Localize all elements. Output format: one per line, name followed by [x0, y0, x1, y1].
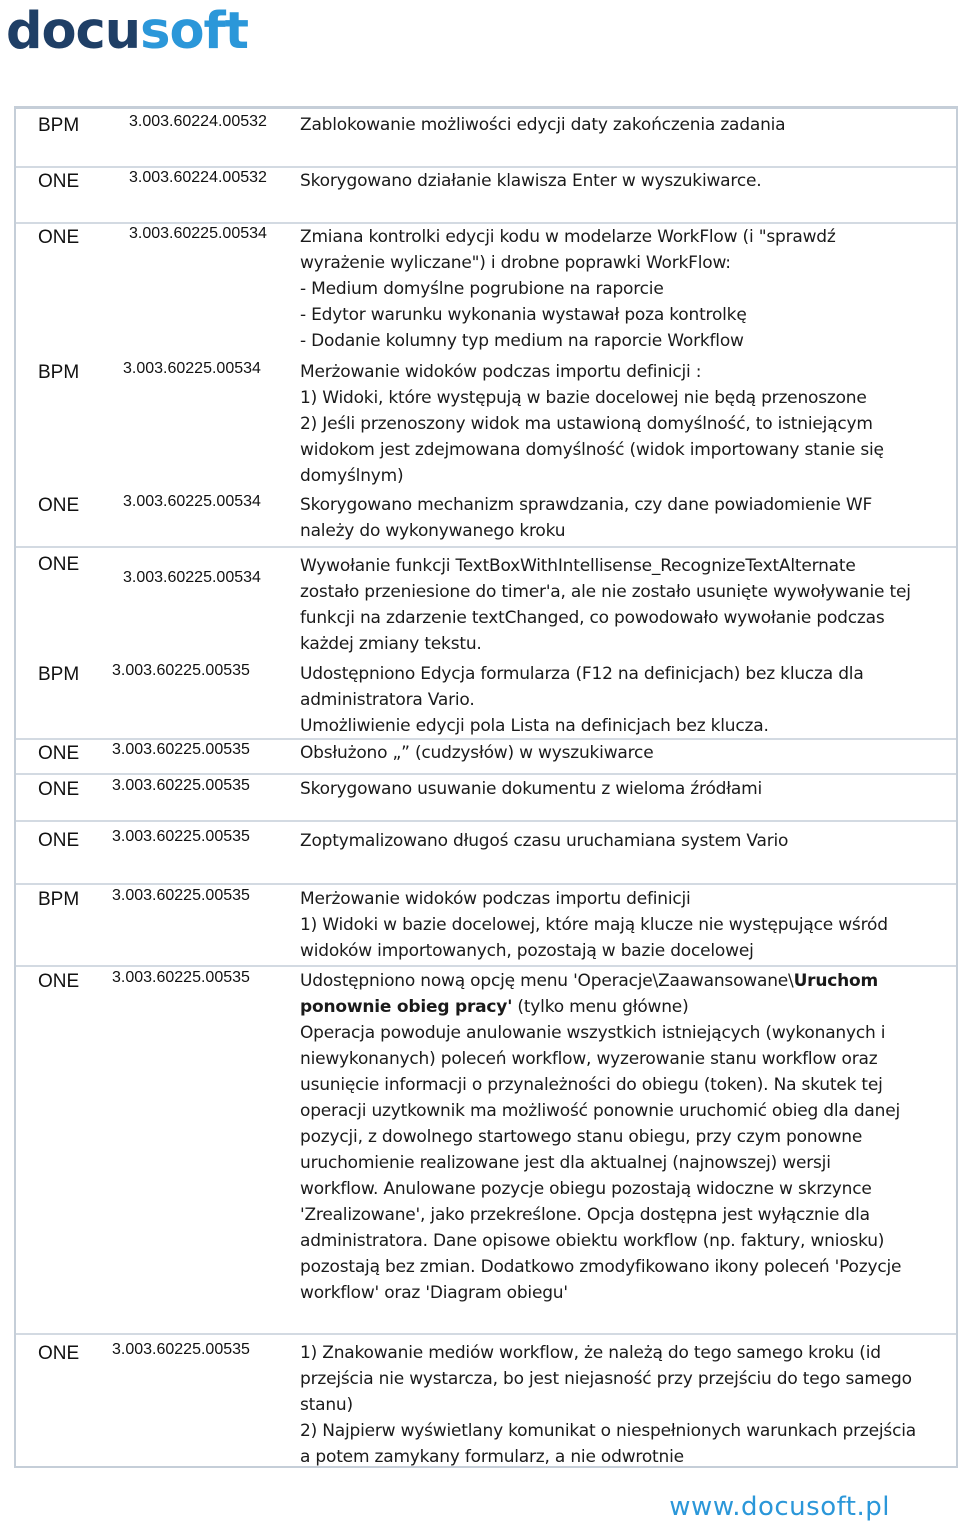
footer-website-link[interactable]: www.docusoft.pl — [669, 1492, 890, 1522]
entry-type: ONE — [38, 1343, 80, 1364]
description-line: widoków importowanych, pozostają w bazie docelowej — [300, 941, 754, 961]
entry-version: 3.003.60224.00532 — [129, 113, 267, 130]
table-row — [16, 548, 956, 659]
entry-version: 3.003.60225.00534 — [123, 569, 261, 586]
entry-version: 3.003.60225.00535 — [112, 662, 250, 679]
description-line: Wywołanie funkcji TextBoxWithIntellisense_RecognizeTextAlternate — [300, 556, 856, 576]
description-line: 2) Najpierw wyświetlany komunikat o niespełnionych warunkach przejścia — [300, 1421, 916, 1441]
description-line: przejścia nie wystarcza, bo jest niejasność przy przejściu do tego samego — [300, 1369, 912, 1389]
entry-type: ONE — [38, 971, 80, 992]
entry-version: 3.003.60225.00534 — [129, 225, 267, 242]
description-line: 1) Widoki w bazie docelowej, które mają klucze nie występujące wśród — [300, 915, 888, 935]
description-line: Skorygowano usuwanie dokumentu z wieloma źródłami — [300, 779, 762, 799]
entry-description — [300, 112, 950, 138]
entry-description — [300, 359, 950, 489]
description-line: - Medium domyślne pogrubione na raporcie — [300, 279, 664, 299]
description-line: Merżowanie widoków podczas importu definicji : — [300, 362, 702, 382]
table-row — [16, 109, 956, 168]
description-line: 'Zrealizowane', jako przekreślone. Opcja dostępna jest wyłącznie dla — [300, 1205, 870, 1225]
description-line: usunięcie informacji o przynależności do obiegu (token). Na skutek tej — [300, 1075, 883, 1095]
description-line: - Dodanie kolumny typ medium na raporcie Workflow — [300, 331, 744, 351]
description-line: wyrażenie wyliczane") i drobne poprawki WorkFlow: — [300, 253, 731, 273]
description-line: workflow' oraz 'Diagram obiegu' — [300, 1283, 568, 1303]
description-line: domyślnym) — [300, 466, 404, 486]
description-line: widokom jest zdejmowana domyślność (widok importowany stanie się — [300, 440, 884, 460]
table-row — [16, 775, 956, 822]
entry-version: 3.003.60225.00534 — [123, 360, 261, 377]
table-row — [16, 885, 956, 967]
description-line: Zoptymalizowano długoś czasu uruchamiana system Vario — [300, 831, 789, 851]
entry-type: ONE — [38, 743, 80, 764]
description-line: pozycji, z dowolnego startowego stanu obiegu, przy czym ponowne — [300, 1127, 863, 1147]
entry-version: 3.003.60225.00535 — [112, 887, 250, 904]
changelog-table — [14, 106, 958, 1468]
entry-description — [300, 1340, 950, 1470]
description-line: niewykonanych) poleceń workflow, wyzerowanie stanu workflow oraz — [300, 1049, 878, 1069]
entry-description — [300, 168, 950, 194]
entry-description — [300, 886, 950, 964]
table-row — [16, 224, 956, 357]
description-text: (tylko menu główne) — [512, 997, 689, 1017]
description-line — [300, 968, 950, 994]
entry-description — [300, 740, 950, 766]
entry-type: ONE — [38, 227, 80, 248]
docusoft-logo — [6, 2, 248, 62]
entry-type: BPM — [38, 362, 80, 383]
logo-text-docu: docu — [6, 2, 141, 61]
entry-type: ONE — [38, 554, 80, 575]
description-line: funkcji na zdarzenie textChanged, co powodowało wywołanie podczas — [300, 608, 885, 628]
description-line: 1) Widoki, które występują w bazie docelowej nie będą przenoszone — [300, 388, 867, 408]
description-text: Udostępniono nową opcję menu 'Operacje\Zaawansowane\ — [300, 971, 794, 991]
description-line: zostało przeniesione do timer'a, ale nie zostało usunięte wywoływanie tej — [300, 582, 911, 602]
entry-version: 3.003.60225.00535 — [112, 741, 250, 758]
entry-description — [300, 968, 950, 1306]
entry-version: 3.003.60225.00534 — [123, 493, 261, 510]
entry-version: 3.003.60225.00535 — [112, 1341, 250, 1358]
entry-description — [300, 492, 950, 544]
description-line: każdej zmiany tekstu. — [300, 634, 482, 654]
description-line: Zablokowanie możliwości edycji daty zakończenia zadania — [300, 115, 786, 135]
entry-description — [300, 553, 950, 657]
description-line: - Edytor warunku wykonania wystawał poza kontrolkę — [300, 305, 747, 325]
description-line: workflow. Anulowane pozycje obiegu pozostają widoczne w skrzynce — [300, 1179, 872, 1199]
logo-text-soft: soft — [140, 2, 249, 61]
entry-version: 3.003.60224.00532 — [129, 169, 267, 186]
entry-version: 3.003.60225.00535 — [112, 969, 250, 986]
description-bold-text: Uruchom — [793, 971, 879, 991]
description-bold-text: ponownie obieg pracy' — [300, 997, 513, 1017]
entry-type: BPM — [38, 115, 80, 136]
description-line: operacji uzytkownik ma możliwość ponownie uruchomić obieg dla danej — [300, 1101, 900, 1121]
description-line: Obsłużono „” (cudzysłów) w wyszukiwarce — [300, 743, 654, 763]
table-row — [16, 967, 956, 1335]
entry-description — [300, 661, 950, 739]
description-line: 2) Jeśli przenoszony widok ma ustawioną domyślność, to istniejącym — [300, 414, 873, 434]
description-line: Merżowanie widoków podczas importu definicji — [300, 889, 691, 909]
entry-description — [300, 224, 950, 354]
description-line: 1) Znakowanie mediów workflow, że należą do tego samego kroku (id — [300, 1343, 881, 1363]
description-line: Zmiana kontrolki edycji kodu w modelarze WorkFlow (i "sprawdź — [300, 227, 836, 247]
description-line: pozostają bez zmian. Dodatkowo zmodyfikowano ikony poleceń 'Pozycje — [300, 1257, 902, 1277]
description-line: należy do wykonywanego kroku — [300, 521, 566, 541]
description-line: uruchomienie realizowane jest dla aktualnej (najnowszej) wersji — [300, 1153, 831, 1173]
description-line: administratora. Dane opisowe obiektu workflow (np. faktury, wniosku) — [300, 1231, 885, 1251]
description-line: Udostępniono Edycja formularza (F12 na definicjach) bez klucza dla — [300, 664, 864, 684]
entry-type: ONE — [38, 830, 80, 851]
entry-version: 3.003.60225.00535 — [112, 777, 250, 794]
entry-type: ONE — [38, 171, 80, 192]
description-line: Skorygowano mechanizm sprawdzania, czy dane powiadomienie WF — [300, 495, 873, 515]
table-row — [16, 1335, 956, 1466]
table-row — [16, 740, 956, 775]
description-line: Umożliwienie edycji pola Lista na definicjach bez klucza. — [300, 716, 769, 736]
table-row — [16, 357, 956, 490]
description-line: stanu) — [300, 1395, 353, 1415]
entry-type: BPM — [38, 664, 80, 685]
table-row — [16, 822, 956, 885]
description-line: Skorygowano działanie klawisza Enter w wyszukiwarce. — [300, 171, 762, 191]
entry-description — [300, 828, 950, 854]
entry-version: 3.003.60225.00535 — [112, 828, 250, 845]
entry-type: ONE — [38, 495, 80, 516]
entry-type: ONE — [38, 779, 80, 800]
description-line: administratora Vario. — [300, 690, 475, 710]
description-line: a potem zamykany formularz, a nie odwrotnie — [300, 1447, 684, 1467]
description-line: Operacja powoduje anulowanie wszystkich istniejących (wykonanych i — [300, 1023, 886, 1043]
table-row — [16, 659, 956, 740]
entry-description — [300, 776, 950, 802]
description-line — [300, 994, 950, 1020]
entry-type: BPM — [38, 889, 80, 910]
table-row — [16, 490, 956, 548]
table-row — [16, 168, 956, 224]
